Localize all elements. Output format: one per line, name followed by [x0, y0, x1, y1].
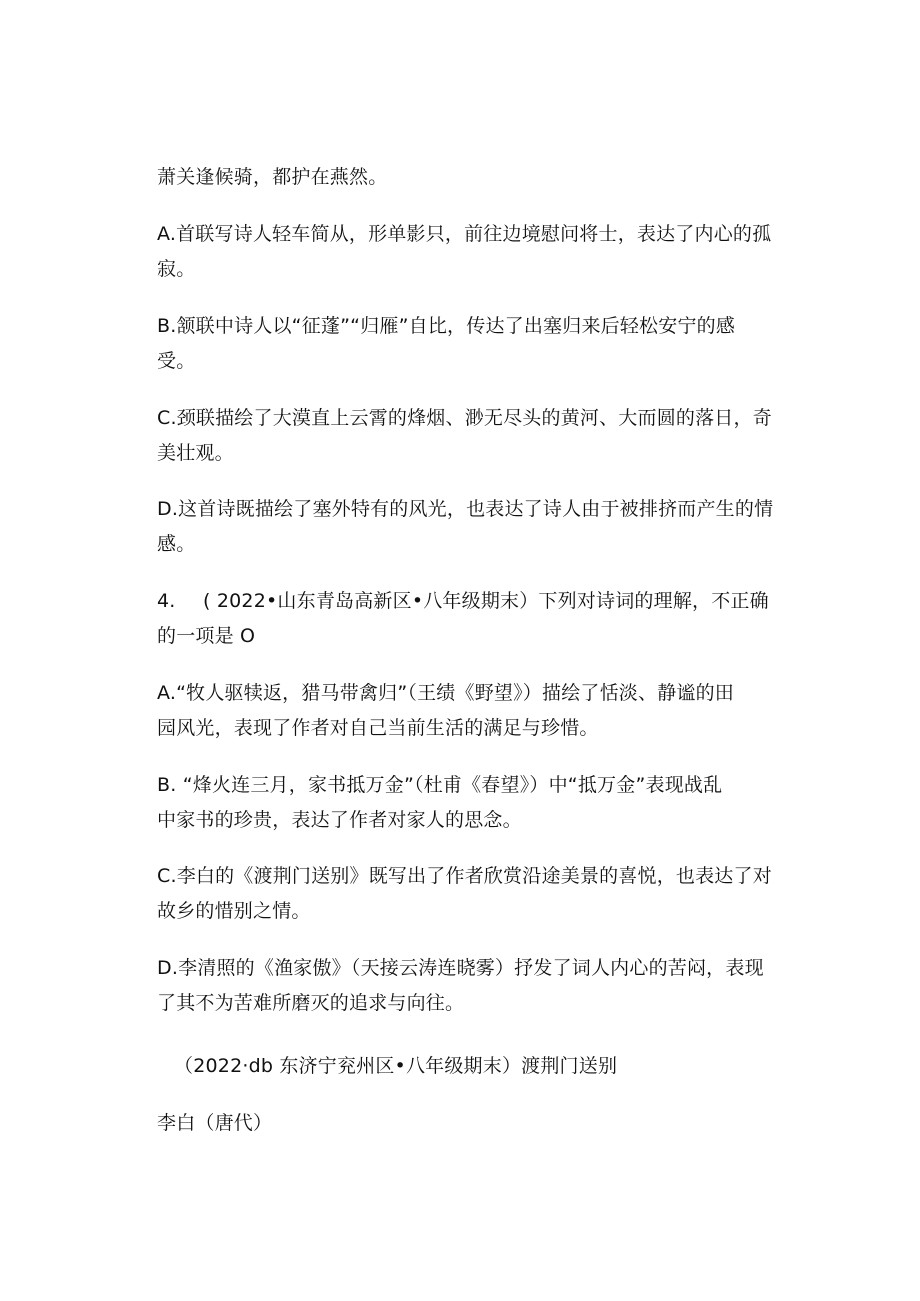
q4-option-d-line-1: D.李清照的《渔家傲》（天接云涛连晓雾）抒发了词人内心的苦闷，表现 [157, 957, 764, 979]
next-section-heading: （2022·db 东济宁兖州区•八年级期末）渡荆门送别 [174, 1055, 618, 1077]
question-4-text: ( 2022•山东青岛高新区•八年级期末）下列对诗词的理解，不正确 [203, 590, 769, 612]
option-b-line-2: 受。 [157, 350, 196, 372]
option-a-line-1: A.首联写诗人轻车简从，形单影只，前往边境慰问将士，表达了内心的孤 [157, 223, 772, 245]
q4-option-a-line-1: A.“牧人驱犊返，猎马带禽归”（王绩《野望》）描绘了恬淡、静谧的田 [157, 682, 734, 704]
option-c-line-2: 美壮观。 [157, 442, 234, 464]
q4-option-b-line-2: 中家书的珍贵，表达了作者对家人的思念。 [157, 809, 522, 831]
q4-option-c-line-2: 故乡的惜别之情。 [157, 900, 311, 922]
q4-option-b-line-1: B. “烽火连三月，家书抵万金”（杜甫《春望》）中“抵万金”表现战乱 [157, 774, 723, 796]
option-d-line-1: D.这首诗既描绘了塞外特有的风光，也表达了诗人由于被排挤而产生的情 [157, 498, 774, 520]
question-number: 4. [157, 590, 176, 612]
poem-line: 萧关逢候骑，都护在燕然。 [157, 166, 388, 188]
option-d-line-2: 感。 [157, 533, 196, 555]
poem-author: 李白（唐代） [157, 1112, 273, 1134]
q4-option-d-line-2: 了其不为苦难所磨灭的追求与向往。 [157, 992, 465, 1014]
option-c-line-1: C.颈联描绘了大漠直上云霄的烽烟、渺无尽头的黄河、大而圆的落日，奇 [157, 407, 772, 429]
question-4-line-1 [157, 588, 769, 614]
option-a-line-2: 寂。 [157, 258, 196, 280]
q4-option-c-line-1: C.李白的《渡荆门送别》既写出了作者欣赏沿途美景的喜悦，也表达了对 [157, 865, 772, 887]
question-4-line-2: 的一项是 O [157, 625, 256, 647]
q4-option-a-line-2: 园风光，表现了作者对自己当前生活的满足与珍惜。 [157, 717, 599, 739]
option-b-line-1: B.颔联中诗人以“征蓬”“归雁”自比，传达了出塞归来后轻松安宁的感 [157, 315, 736, 337]
